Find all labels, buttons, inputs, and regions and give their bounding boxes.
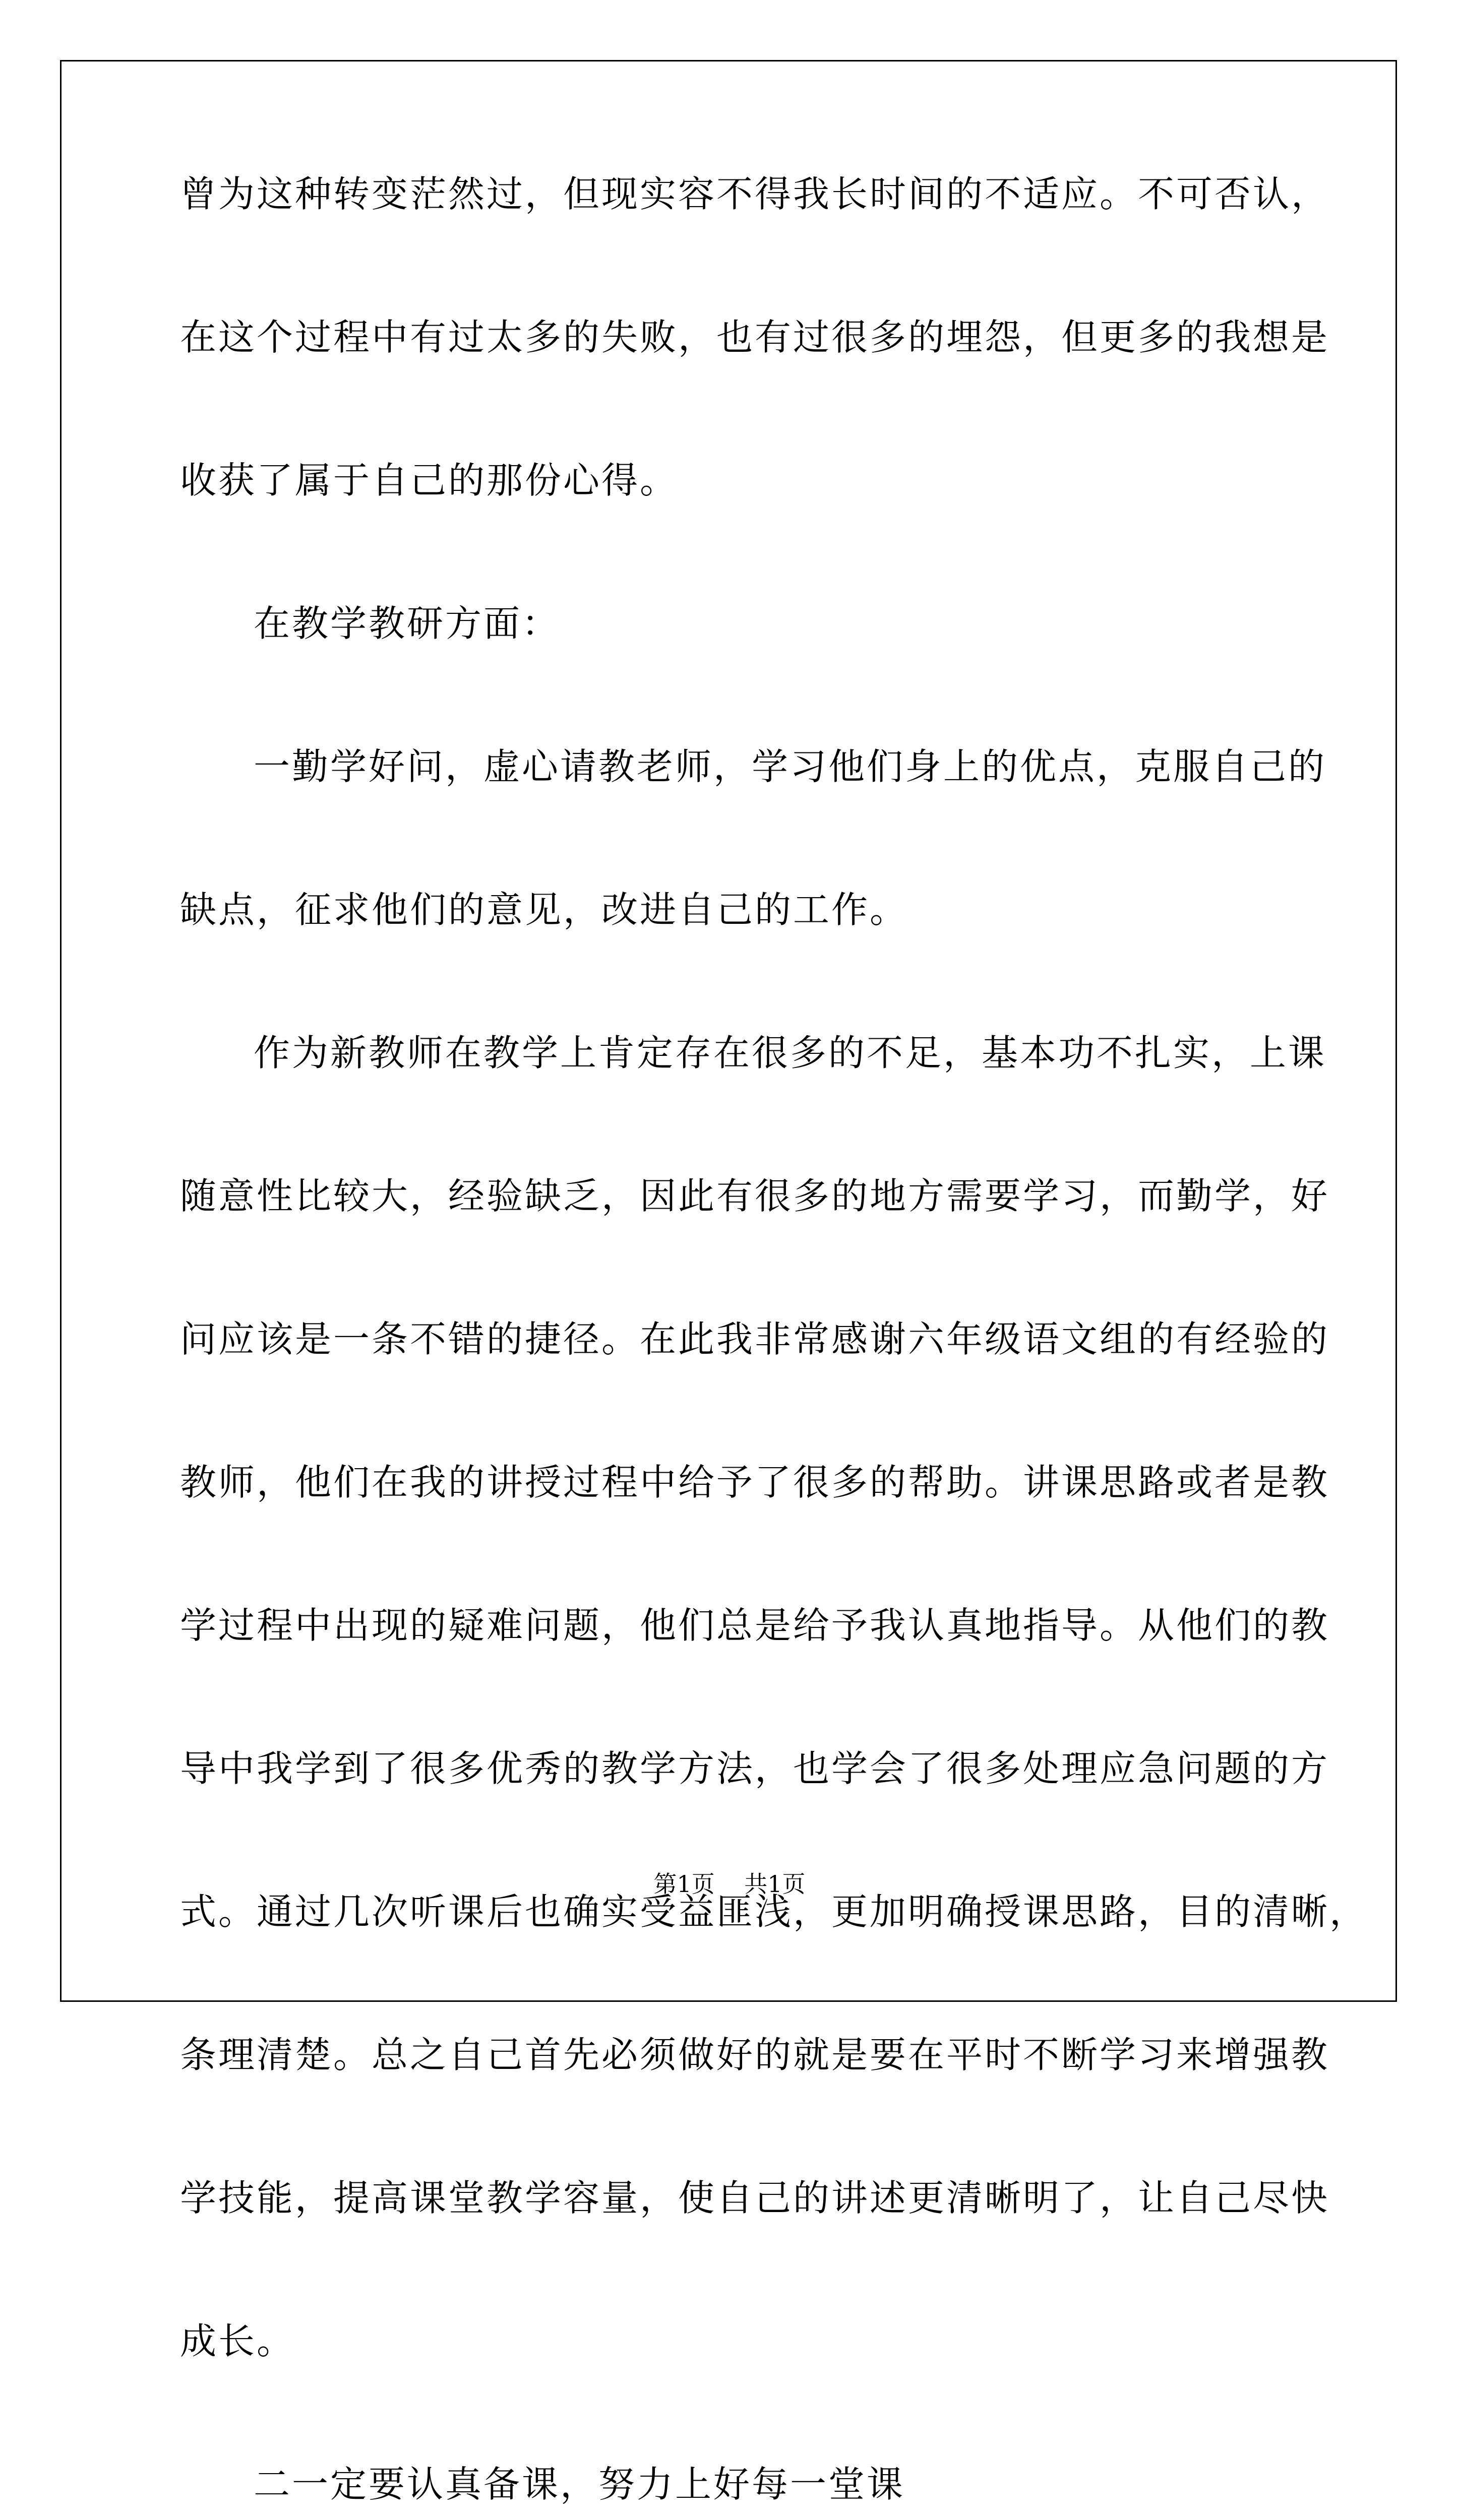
text-line: 条理清楚。总之自己首先必须做好的就是要在平时不断学习来增强教 [180, 2034, 1330, 2076]
text-line: 成长。 [180, 2320, 295, 2362]
section-heading: 在教学教研方面： [254, 602, 561, 645]
text-line: 式。通过几次听课后也确实受益匪浅，更加明确授课思路，目的清晰， [180, 1891, 1368, 1933]
text-line: 在这个过程中有过太多的失败，也有过很多的埋怨，但更多的我想是 [180, 316, 1330, 358]
text-line: 学过程中出现的疑难问题，他们总是给予我认真地指导。从他们的教 [180, 1604, 1330, 1647]
text-line: 二一定要认真备课，努力上好每一堂课 [254, 2463, 905, 2505]
page-footer [0, 1869, 1459, 1899]
page-total: 共1页 [744, 1870, 806, 1898]
text-line: 教师，他们在我的讲授过程中给予了很多的帮助。讲课思路或者是教 [180, 1461, 1330, 1503]
text-line: 学技能，提高课堂教学容量，使自己的讲述更清晰明了，让自己尽快 [180, 2177, 1330, 2219]
text-line: 问应该是一条不错的捷径。在此我非常感谢六年级语文组的有经验的 [180, 1318, 1330, 1360]
page-number: 第1页 [653, 1870, 715, 1898]
text-line: 一勤学好问，虚心请教老师，学习他们身上的优点，克服自己的 [254, 745, 1327, 788]
text-line: 随意性比较大，经验缺乏，因此有很多的地方需要学习，而勤学，好 [180, 1175, 1330, 1217]
text-line: 收获了属于自己的那份心得。 [180, 459, 679, 501]
text-line: 缺点，征求他们的意见，改进自己的工作。 [180, 889, 908, 931]
document-body [180, 173, 1368, 2520]
text-line: 作为新教师在教学上肯定存在很多的不足，基本功不扎实，上课 [254, 1032, 1327, 1074]
text-line: 导中我学到了很多优秀的教学方法，也学会了很多处理应急问题的方 [180, 1747, 1330, 1790]
text-line: 曾为这种转变茫然过，但现实容不得我长时间的不适应。不可否认， [180, 173, 1330, 215]
